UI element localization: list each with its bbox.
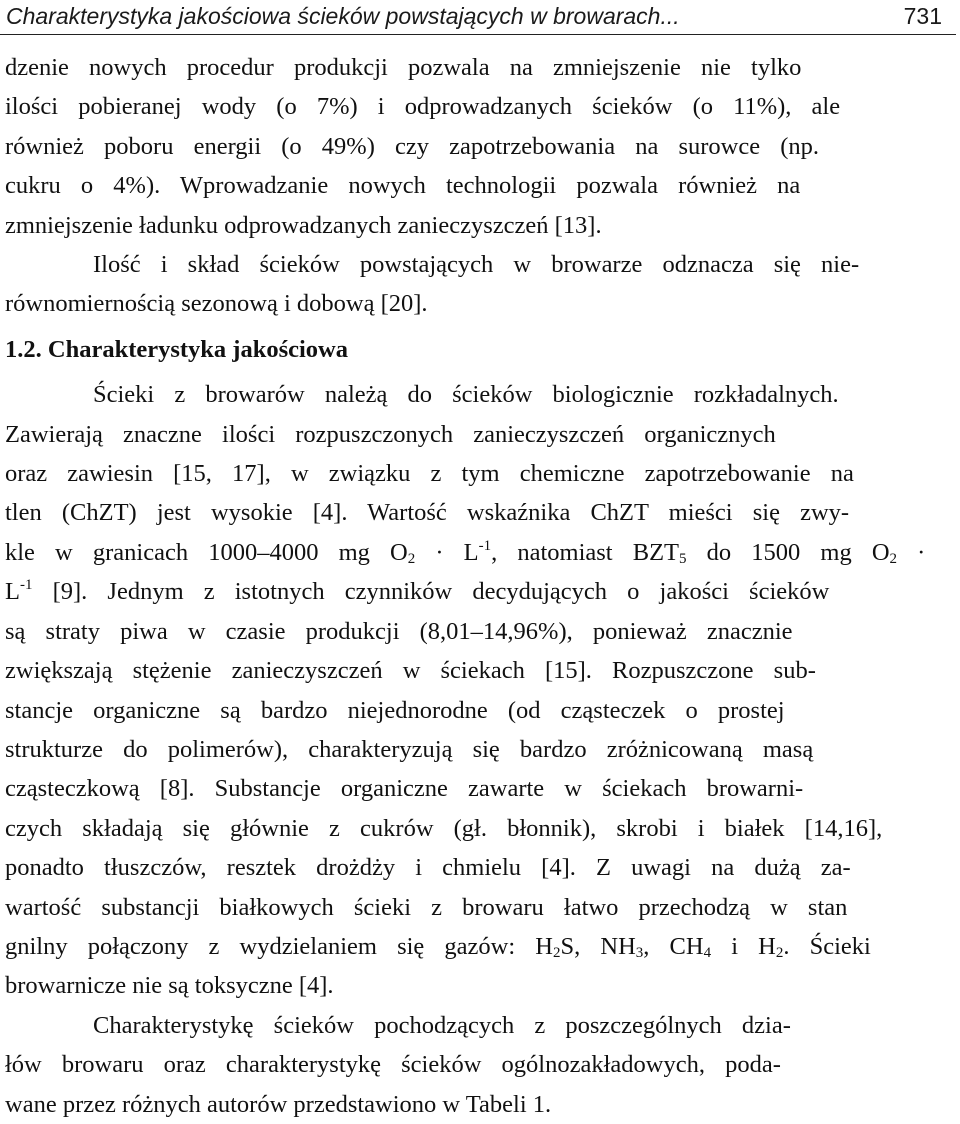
page-number: 731 — [903, 3, 942, 29]
text-line: tlen (ChZT) jest wysokie [4]. Wartość wskaźnika ChZT mieści się zwy- — [5, 499, 850, 527]
text-run: [9]. Jednym z istotnych czynników decydujących o jakości ścieków — [32, 578, 830, 606]
text-run: L — [5, 578, 20, 606]
text-run: . Ścieki — [783, 932, 871, 960]
text-line: strukturze do polimerów), charakteryzują się bardzo zróżnicowaną masą — [5, 735, 814, 763]
paragraph-4 — [5, 1006, 953, 1124]
text-line: równomiernością sezonową i dobową [20]. — [5, 290, 428, 318]
text-run: do 1500 mg O — [686, 538, 890, 566]
text-line: zwiększają stężenie zanieczyszczeń w ściekach [15]. Rozpuszczone sub- — [5, 657, 816, 685]
text-line: dzenie nowych procedur produkcji pozwala na zmniejszenie nie tylko — [5, 54, 802, 81]
running-title: Charakterystyka jakościowa ścieków powstających w browarach... — [6, 3, 680, 29]
header-rule — [0, 34, 956, 35]
text-line: ponadto tłuszczów, resztek drożdży i chmielu [4]. Z uwagi na dużą za- — [5, 854, 851, 882]
text-line: łów browaru oraz charakterystykę ścieków ogólnozakładowych, poda- — [5, 1051, 781, 1079]
text-run: gnilny połączony z wydzielaniem się gazów: H — [5, 932, 553, 960]
text-line: ilości pobieranej wody (o 7%) i odprowadzanych ścieków (o 11%), ale — [5, 93, 841, 121]
text-line: wartość substancji białkowych ścieki z browaru łatwo przechodzą w stan — [5, 893, 848, 921]
text-line: czych składają się głównie z cukrów (gł. błonnik), skrobi i białek [14,16], — [5, 814, 883, 842]
text-line: browarnicze nie są toksyczne [4]. — [5, 972, 334, 1000]
superscript: -1 — [19, 577, 33, 594]
paragraph-2 — [5, 245, 953, 324]
text-line: cukru o 4%). Wprowadzanie nowych technologii pozwala również na — [5, 172, 801, 200]
text-line: Charakterystykę ścieków pochodzących z poszczególnych dzia- — [93, 1011, 791, 1039]
subscript: 2 — [889, 550, 898, 567]
text-run: kle w granicach 1000–4000 mg O — [5, 538, 408, 566]
text-line: zmniejszenie ładunku odprowadzanych zanieczyszczeń [13]. — [5, 211, 602, 239]
text-run: i H — [711, 932, 776, 960]
subscript: 4 — [703, 944, 712, 961]
subscript: 2 — [553, 944, 561, 961]
text-run: · — [897, 538, 926, 566]
text-line: również poboru energii (o 49%) czy zapotrzebowania na surowce (np. — [5, 132, 819, 160]
text-run: , natomiast BZT — [491, 538, 680, 566]
text-line: stancje organiczne są bardzo niejednorodne (od cząsteczek o prostej — [5, 696, 785, 724]
body-text — [5, 48, 953, 1124]
section-heading: 1.2. Charakterystyka jakościowa — [5, 335, 348, 363]
paragraph-1 — [5, 48, 953, 245]
text-run: · L — [415, 538, 479, 566]
text-line: Ścieki z browarów należą do ścieków biologicznie rozkładalnych. — [93, 381, 839, 409]
text-line: są straty piwa w czasie produkcji (8,01–14,96%), ponieważ znacznie — [5, 617, 793, 645]
text-line: Zawierają znaczne ilości rozpuszczonych zanieczyszczeń organicznych — [5, 420, 776, 448]
text-line: cząsteczkową [8]. Substancje organiczne zawarte w ściekach browarni- — [5, 775, 804, 803]
subscript: 3 — [635, 944, 644, 961]
text-line: Ilość i skład ścieków powstających w browarze odznacza się nie- — [93, 251, 860, 279]
text-line-formula — [5, 533, 953, 572]
paragraph-3 — [5, 375, 953, 1006]
subscript: 2 — [775, 944, 784, 961]
text-line: oraz zawiesin [15, 17], w związku z tym chemiczne zapotrzebowanie na — [5, 460, 854, 488]
text-line: wane przez różnych autorów przedstawiono w Tabeli 1. — [5, 1090, 552, 1118]
text-line-formula — [5, 927, 953, 966]
text-line-formula — [5, 572, 953, 611]
superscript: -1 — [478, 537, 492, 554]
subscript: 2 — [407, 550, 416, 567]
text-run: S, NH — [560, 932, 636, 960]
running-header — [0, 0, 960, 36]
text-run: , CH — [643, 932, 704, 960]
subscript: 5 — [679, 550, 687, 567]
